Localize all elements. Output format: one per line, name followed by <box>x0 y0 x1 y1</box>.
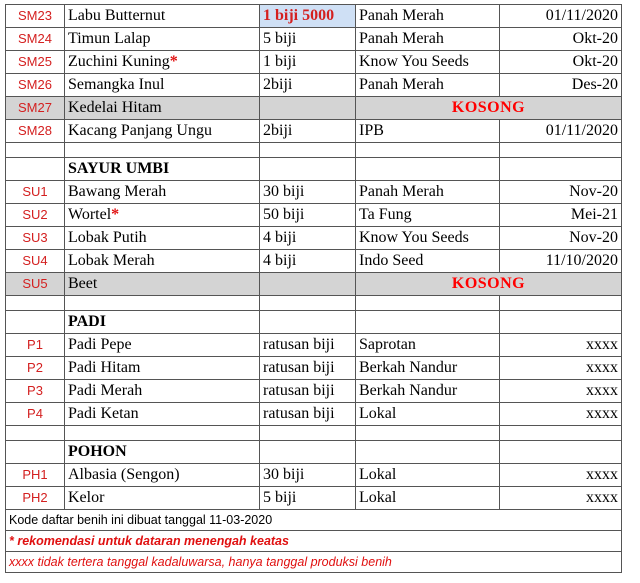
footnote-text: xxxx tidak tertera tanggal kadaluwarsa, hanya tanggal produksi benih <box>6 552 622 573</box>
table-row <box>6 204 622 227</box>
seed-name-cell <box>65 380 260 403</box>
seed-supplier: Indo Seed <box>356 250 500 273</box>
seed-name-cell <box>65 334 260 357</box>
seed-code: SU3 <box>6 227 65 250</box>
out-of-stock-label: KOSONG <box>356 273 622 296</box>
empty-cell <box>500 426 622 441</box>
empty-cell <box>260 441 356 464</box>
empty-cell <box>260 296 356 311</box>
seed-expiry: xxxx <box>500 464 622 487</box>
seed-name: Beet <box>65 273 260 296</box>
seed-code: SU1 <box>6 181 65 204</box>
seed-expiry: xxxx <box>500 380 622 403</box>
empty-cell <box>260 97 356 120</box>
empty-cell <box>260 273 356 296</box>
seed-expiry: Mei-21 <box>500 204 622 227</box>
seed-supplier: Lokal <box>356 464 500 487</box>
seed-name-cell <box>65 250 260 273</box>
seed-name: Semangka Inul <box>68 76 165 93</box>
seed-code: SM23 <box>6 5 65 28</box>
seed-quantity: 5 biji <box>260 487 356 510</box>
out-of-stock-label: KOSONG <box>356 97 622 120</box>
empty-cell <box>356 426 500 441</box>
empty-cell <box>6 143 65 158</box>
seed-name: Lobak Putih <box>68 229 147 246</box>
seed-quantity: ratusan biji <box>260 357 356 380</box>
seed-code: SU2 <box>6 204 65 227</box>
empty-cell <box>65 426 260 441</box>
table-row <box>6 357 622 380</box>
seed-code: P3 <box>6 380 65 403</box>
seed-name: Lobak Merah <box>68 252 155 269</box>
seed-name: Labu Butternut <box>68 7 166 24</box>
note-row <box>6 552 622 573</box>
seed-name-cell <box>65 487 260 510</box>
note-row <box>6 510 622 531</box>
out-of-stock-row <box>6 273 622 296</box>
seed-supplier: Panah Merah <box>356 28 500 51</box>
seed-quantity: 50 biji <box>260 204 356 227</box>
seed-supplier: Berkah Nandur <box>356 380 500 403</box>
seed-expiry: Okt-20 <box>500 28 622 51</box>
empty-cell <box>6 296 65 311</box>
empty-cell <box>260 426 356 441</box>
seed-quantity: 5 biji <box>260 28 356 51</box>
seed-quantity: 30 biji <box>260 181 356 204</box>
spacer-row <box>6 426 622 441</box>
seed-code: P1 <box>6 334 65 357</box>
empty-cell <box>6 426 65 441</box>
seed-name: Padi Hitam <box>68 359 141 376</box>
section-title: PADI <box>65 311 260 334</box>
seed-name-cell <box>65 227 260 250</box>
seed-name: Padi Ketan <box>68 405 139 422</box>
seed-name: Bawang Merah <box>68 183 167 200</box>
table-row <box>6 28 622 51</box>
footnote-text: * rekomendasi untuk dataran menengah keatas <box>6 531 622 552</box>
recommend-marker: * <box>169 53 178 70</box>
seed-quantity: ratusan biji <box>260 403 356 426</box>
table-row <box>6 464 622 487</box>
seed-expiry: xxxx <box>500 357 622 380</box>
seed-code: SM28 <box>6 120 65 143</box>
seed-name: Timun Lalap <box>68 30 151 47</box>
seed-quantity: 4 biji <box>260 227 356 250</box>
empty-cell <box>6 441 65 464</box>
seed-expiry: 11/10/2020 <box>500 250 622 273</box>
table-row <box>6 380 622 403</box>
spacer-row <box>6 296 622 311</box>
empty-cell <box>500 296 622 311</box>
seed-list-table <box>5 4 622 573</box>
seed-expiry: Des-20 <box>500 74 622 97</box>
table-row <box>6 334 622 357</box>
seed-quantity: 30 biji <box>260 464 356 487</box>
table-row <box>6 51 622 74</box>
section-header-row <box>6 441 622 464</box>
seed-name-cell <box>65 51 260 74</box>
section-title: POHON <box>65 441 260 464</box>
seed-code: SM27 <box>6 97 65 120</box>
table-row <box>6 487 622 510</box>
table-row <box>6 181 622 204</box>
seed-name-cell <box>65 74 260 97</box>
table-row <box>6 120 622 143</box>
seed-supplier: Know You Seeds <box>356 51 500 74</box>
seed-supplier: Panah Merah <box>356 181 500 204</box>
seed-expiry: Nov-20 <box>500 227 622 250</box>
seed-name: Albasia (Sengon) <box>68 466 180 483</box>
seed-name: Wortel <box>68 206 112 223</box>
seed-code: PH1 <box>6 464 65 487</box>
seed-name-cell <box>65 464 260 487</box>
seed-expiry: Okt-20 <box>500 51 622 74</box>
seed-code: SM26 <box>6 74 65 97</box>
empty-cell <box>6 158 65 181</box>
empty-cell <box>356 441 500 464</box>
note-row <box>6 531 622 552</box>
seed-quantity: 1 biji <box>260 51 356 74</box>
seed-code: SM25 <box>6 51 65 74</box>
section-header-row <box>6 158 622 181</box>
seed-name: Kedelai Hitam <box>65 97 260 120</box>
seed-code: P2 <box>6 357 65 380</box>
seed-expiry: xxxx <box>500 403 622 426</box>
recommend-marker: * <box>111 206 120 223</box>
seed-supplier: Berkah Nandur <box>356 357 500 380</box>
out-of-stock-row <box>6 97 622 120</box>
seed-quantity: 1 biji 5000 <box>260 5 356 28</box>
table-row <box>6 227 622 250</box>
seed-expiry: 01/11/2020 <box>500 120 622 143</box>
seed-name: Zuchini Kuning <box>68 53 170 70</box>
seed-supplier: Know You Seeds <box>356 227 500 250</box>
seed-quantity: ratusan biji <box>260 380 356 403</box>
empty-cell <box>356 143 500 158</box>
empty-cell <box>356 311 500 334</box>
seed-expiry: xxxx <box>500 334 622 357</box>
seed-name: Padi Merah <box>68 382 143 399</box>
seed-supplier: IPB <box>356 120 500 143</box>
table-row <box>6 5 622 28</box>
section-header-row <box>6 311 622 334</box>
seed-code: SU5 <box>6 273 65 296</box>
seed-quantity: 2biji <box>260 74 356 97</box>
empty-cell <box>6 311 65 334</box>
seed-code: PH2 <box>6 487 65 510</box>
seed-expiry: 01/11/2020 <box>500 5 622 28</box>
seed-code: SM24 <box>6 28 65 51</box>
seed-name-cell <box>65 403 260 426</box>
seed-supplier: Ta Fung <box>356 204 500 227</box>
seed-name: Kacang Panjang Ungu <box>68 122 212 139</box>
seed-name-cell <box>65 181 260 204</box>
table-row <box>6 250 622 273</box>
table-row <box>6 403 622 426</box>
section-title: SAYUR UMBI <box>65 158 260 181</box>
seed-supplier: Lokal <box>356 403 500 426</box>
seed-name-cell <box>65 204 260 227</box>
empty-cell <box>260 311 356 334</box>
empty-cell <box>260 143 356 158</box>
seed-quantity: 2biji <box>260 120 356 143</box>
seed-name-cell <box>65 120 260 143</box>
seed-list-body <box>6 5 622 573</box>
seed-name: Padi Pepe <box>68 336 132 353</box>
empty-cell <box>65 143 260 158</box>
empty-cell <box>356 296 500 311</box>
empty-cell <box>260 158 356 181</box>
seed-name: Kelor <box>68 489 105 506</box>
empty-cell <box>500 143 622 158</box>
empty-cell <box>500 441 622 464</box>
seed-code: SU4 <box>6 250 65 273</box>
seed-expiry: Nov-20 <box>500 181 622 204</box>
seed-expiry: xxxx <box>500 487 622 510</box>
seed-name-cell <box>65 357 260 380</box>
empty-cell <box>500 311 622 334</box>
table-row <box>6 74 622 97</box>
footnote-text: Kode daftar benih ini dibuat tanggal 11-03-2020 <box>6 510 622 531</box>
empty-cell <box>65 296 260 311</box>
seed-supplier: Panah Merah <box>356 5 500 28</box>
seed-quantity: 4 biji <box>260 250 356 273</box>
seed-code: P4 <box>6 403 65 426</box>
seed-supplier: Saprotan <box>356 334 500 357</box>
seed-name-cell <box>65 5 260 28</box>
spacer-row <box>6 143 622 158</box>
empty-cell <box>356 158 500 181</box>
empty-cell <box>500 158 622 181</box>
seed-supplier: Panah Merah <box>356 74 500 97</box>
seed-supplier: Lokal <box>356 487 500 510</box>
seed-quantity: ratusan biji <box>260 334 356 357</box>
seed-name-cell <box>65 28 260 51</box>
